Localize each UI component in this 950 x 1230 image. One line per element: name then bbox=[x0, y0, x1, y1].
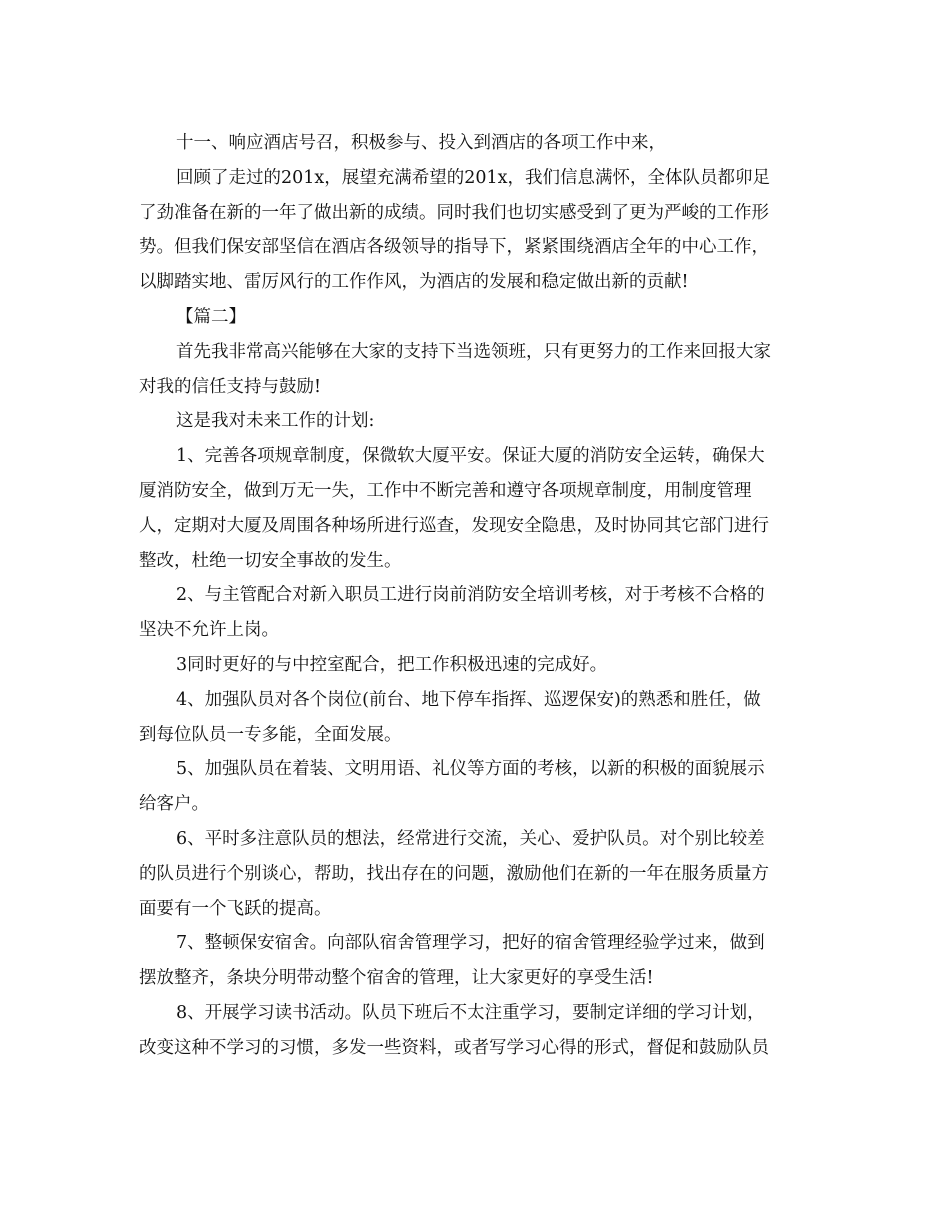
text-line: 以脚踏实地、雷厉风行的工作作风，为酒店的发展和稳定做出新的贡献! bbox=[139, 272, 689, 293]
text-line: 给客户。 bbox=[139, 794, 209, 815]
text-line: 整改，杜绝一切安全事故的发生。 bbox=[139, 550, 402, 571]
text-line: 了劲准备在新的一年了做出新的成绩。同时我们也切实感受到了更为严峻的工作形 bbox=[139, 202, 769, 223]
paragraph-plan bbox=[139, 404, 811, 439]
list-item-1 bbox=[139, 439, 811, 578]
list-item-4 bbox=[139, 683, 811, 753]
list-item-8 bbox=[139, 996, 811, 1066]
document-body bbox=[139, 126, 811, 1066]
text-line: 2、与主管配合对新入职员工进行岗前消防安全培训考核，对于考核不合格的 bbox=[176, 585, 765, 606]
text-line: 面要有一个飞跃的提高。 bbox=[139, 898, 332, 919]
text-line: 对我的信任支持与鼓励! bbox=[139, 376, 322, 397]
text-line: 7、整顿保安宿舍。向部队宿舍管理学习，把好的宿舍管理经验学过来，做到 bbox=[176, 933, 765, 954]
list-item-5 bbox=[139, 752, 811, 822]
text-line: 厦消防安全，做到万无一失，工作中不断完善和遵守各项规章制度，用制度管理 bbox=[139, 480, 752, 501]
paragraph-intro bbox=[139, 335, 811, 405]
text-line: 3同时更好的与中控室配合，把工作积极迅速的完成好。 bbox=[176, 654, 608, 675]
text-line: 6、平时多注意队员的想法，经常进行交流，关心、爱护队员。对个别比较差 bbox=[176, 828, 765, 849]
list-item-6 bbox=[139, 822, 811, 926]
list-item-7 bbox=[139, 926, 811, 996]
text-line: 1、完善各项规章制度，保微软大厦平安。保证大厦的消防安全运转，确保大 bbox=[176, 446, 765, 467]
text-line: 5、加强队员在着装、文明用语、礼仪等方面的考核，以新的积极的面貌展示 bbox=[176, 759, 765, 780]
text-line: 首先我非常高兴能够在大家的支持下当选领班，只有更努力的工作来回报大家 bbox=[176, 341, 771, 362]
section-heading-text: 【篇二】 bbox=[176, 306, 246, 327]
text-line: 坚决不允许上岗。 bbox=[139, 620, 279, 641]
text-line: 回顾了走过的201x，展望充满希望的201x，我们信息满怀，全体队员都卯足 bbox=[176, 167, 771, 188]
text-line: 人，定期对大厦及周围各种场所进行巡查，发现安全隐患，及时协同其它部门进行 bbox=[139, 515, 769, 536]
text-line: 4、加强队员对各个岗位(前台、地下停车指挥、巡逻保安)的熟悉和胜任，做 bbox=[176, 689, 761, 710]
paragraph-item-11 bbox=[139, 126, 811, 161]
text-line: 改变这种不学习的习惯，多发一些资料，或者写学习心得的形式，督促和鼓励队员 bbox=[139, 1037, 769, 1058]
text-line: 势。但我们保安部坚信在酒店各级领导的指导下，紧紧围绕酒店全年的中心工作， bbox=[139, 237, 769, 258]
text-line: 摆放整齐，条块分明带动整个宿舍的管理，让大家更好的享受生活! bbox=[139, 968, 654, 989]
text-line: 8、开展学习读书活动。队员下班后不太注重学习，要制定详细的学习计划， bbox=[176, 1002, 765, 1023]
text-line: 这是我对未来工作的计划: bbox=[176, 411, 375, 432]
list-item-3 bbox=[139, 648, 811, 683]
list-item-2 bbox=[139, 578, 811, 648]
section-heading bbox=[139, 300, 811, 335]
text-line: 的队员进行个别谈心，帮助，找出存在的问题，激励他们在新的一年在服务质量方 bbox=[139, 863, 769, 884]
paragraph-summary bbox=[139, 161, 811, 300]
text-line: 到每位队员一专多能，全面发展。 bbox=[139, 724, 402, 745]
text-line: 十一、响应酒店号召，积极参与、投入到酒店的各项工作中来， bbox=[176, 133, 666, 153]
